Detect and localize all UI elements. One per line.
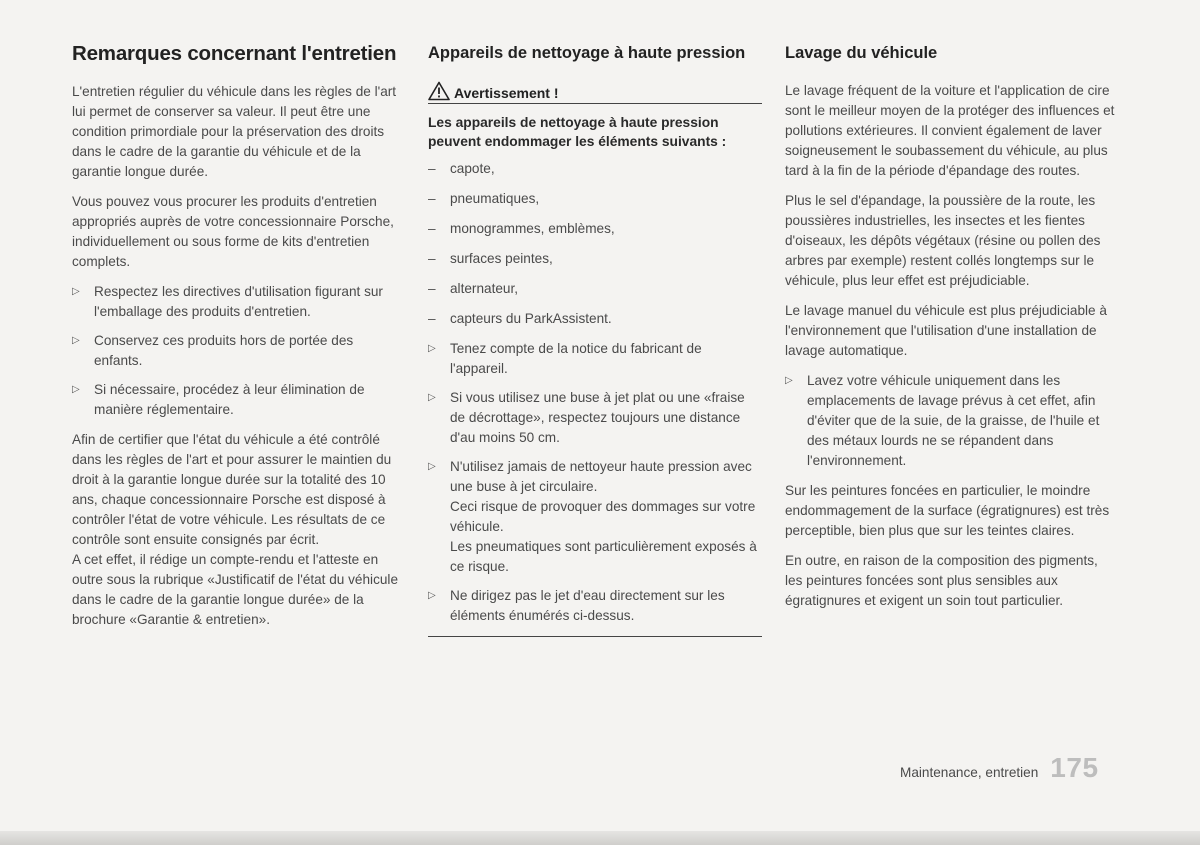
list-item: ▷ Si vous utilisez une buse à jet plat ou une «fraise de décrottage», respectez toujours une distance d'au moins 50 cm.: [428, 390, 745, 445]
list-item: ▷ Respectez les directives d'utilisation figurant sur l'emballage des produits d'entretien.: [72, 284, 383, 319]
paragraph: Vous pouvez vous procurer les produits d'entretien appropriés auprès de votre concessionnaire Porsche, individuellement ou sous forme de kits d'entretien complets.: [72, 194, 394, 269]
arrow-bullet-icon: ▷: [428, 343, 436, 354]
warning-label: Avertissement !: [454, 85, 559, 101]
damaged-elements-list: [428, 159, 762, 329]
warning-end-rule: [428, 636, 762, 637]
list-item: – alternateur,: [428, 279, 762, 299]
warning-intro: Les appareils de nettoyage à haute pression peuvent endommager les éléments suivants :: [428, 115, 727, 149]
arrow-bullet-icon: ▷: [428, 590, 436, 601]
column-high-pressure-cleaners: [428, 40, 762, 637]
paragraph: Le lavage manuel du véhicule est plus préjudiciable à l'environnement que l'utilisation d'une installation de lavage automatique.: [785, 303, 1107, 358]
footer-section-name: Maintenance, entretien: [900, 765, 1039, 780]
arrow-bullet-icon: ▷: [72, 335, 80, 346]
list-item: ▷ N'utilisez jamais de nettoyeur haute pression avec une buse à jet circulaire. Ceci risque de provoquer des dommages sur votre véhicule. Les pneumatiques sont particulièrement exposés à ce risque.: [428, 459, 757, 574]
arrow-bullet-icon: ▷: [428, 392, 436, 403]
dash-mark: –: [428, 191, 436, 206]
section-title-maintenance: Remarques concernant l'entretien: [72, 42, 397, 65]
list-item: – capteurs du ParkAssistent.: [428, 309, 762, 329]
page-number: 175: [1050, 752, 1099, 783]
paragraph: Afin de certifier que l'état du véhicule a été contrôlé dans les règles de l'art et pour assurer le maintien du droit à la garantie longue durée sur la totalité des 10 ans, chaque concessionnaire Porsche est disposé à contrôler l'état de votre véhicule. Les résultats de ce contrôle sont ensuite consignés par écrit.: [72, 432, 392, 547]
arrow-bullet-icon: ▷: [428, 461, 436, 472]
section-title-washing: Lavage du véhicule: [785, 44, 938, 62]
page-edge: [0, 831, 1200, 845]
page-footer: [900, 752, 1099, 784]
list-item: – capote,: [428, 159, 762, 179]
paragraph: Le lavage fréquent de la voiture et l'application de cire sont le meilleur moyen de la protéger des influences et pollutions extérieures. Il convient également de laver soigneusement le soubassement du véhicule, au plus tard à la fin de la période d'épandage des routes.: [785, 83, 1115, 178]
dash-mark: –: [428, 311, 436, 326]
list-item: – pneumatiques,: [428, 189, 762, 209]
warning-triangle-icon: [428, 81, 450, 101]
column-maintenance-notes: [72, 40, 402, 640]
paragraph: A cet effet, il rédige un compte-rendu et l'atteste en outre sous la rubrique «Justificatif de l'état du véhicule dans le cadre de la garantie longue durée» de la brochure «Garantie & entretien».: [72, 552, 399, 627]
list-item: ▷ Ne dirigez pas le jet d'eau directement sur les éléments énumérés ci-dessus.: [428, 588, 725, 623]
dash-mark: –: [428, 251, 436, 266]
warning-header: [428, 81, 762, 104]
list-item: – surfaces peintes,: [428, 249, 762, 269]
arrow-bullet-icon: ▷: [785, 375, 793, 386]
paragraph: Sur les peintures foncées en particulier, le moindre endommagement de la surface (égratignures) est très perceptible, bien plus que sur les teintes claires.: [785, 483, 1110, 538]
list-item: ▷ Conservez ces produits hors de portée des enfants.: [72, 333, 354, 368]
instruction-list: [72, 282, 402, 420]
list-item: ▷ Si nécessaire, procédez à leur élimination de manière réglementaire.: [72, 382, 365, 417]
column-vehicle-washing: [785, 40, 1117, 621]
dash-mark: –: [428, 161, 436, 176]
list-item: ▷ Tenez compte de la notice du fabricant de l'appareil.: [428, 341, 702, 376]
arrow-bullet-icon: ▷: [72, 384, 80, 395]
list-item: – monogrammes, emblèmes,: [428, 219, 762, 239]
paragraph: Plus le sel d'épandage, la poussière de la route, les poussières industrielles, les insectes et les fientes d'oiseaux, les dépôts végétaux (résine ou pollen des arbres par exemple) restent collés longtemps sur le véhicule, plus leur effet est préjudiciable.: [785, 193, 1101, 288]
arrow-bullet-icon: ▷: [72, 286, 80, 297]
paragraph: L'entretien régulier du véhicule dans les règles de l'art lui permet de conserver sa valeur. Il peut être une condition primordiale pour la préservation des droits dans le cadre de la garantie du véhicule et de la garantie longue durée.: [72, 84, 397, 179]
dash-mark: –: [428, 281, 436, 296]
section-title-high-pressure: Appareils de nettoyage à haute pression: [428, 44, 746, 62]
dash-mark: –: [428, 221, 436, 236]
paragraph: En outre, en raison de la composition des pigments, les peintures foncées sont plus sensibles aux égratignures et exigent un soin tout particulier.: [785, 553, 1098, 608]
list-item: ▷ Lavez votre véhicule uniquement dans les emplacements de lavage prévus à cet effet, afin d'éviter que de la suie, de la graisse, de l'huile et des métaux lourds ne se répandent dans l'environnement.: [785, 373, 1100, 468]
washing-instructions: [785, 371, 1117, 471]
high-pressure-instructions: [428, 339, 762, 626]
